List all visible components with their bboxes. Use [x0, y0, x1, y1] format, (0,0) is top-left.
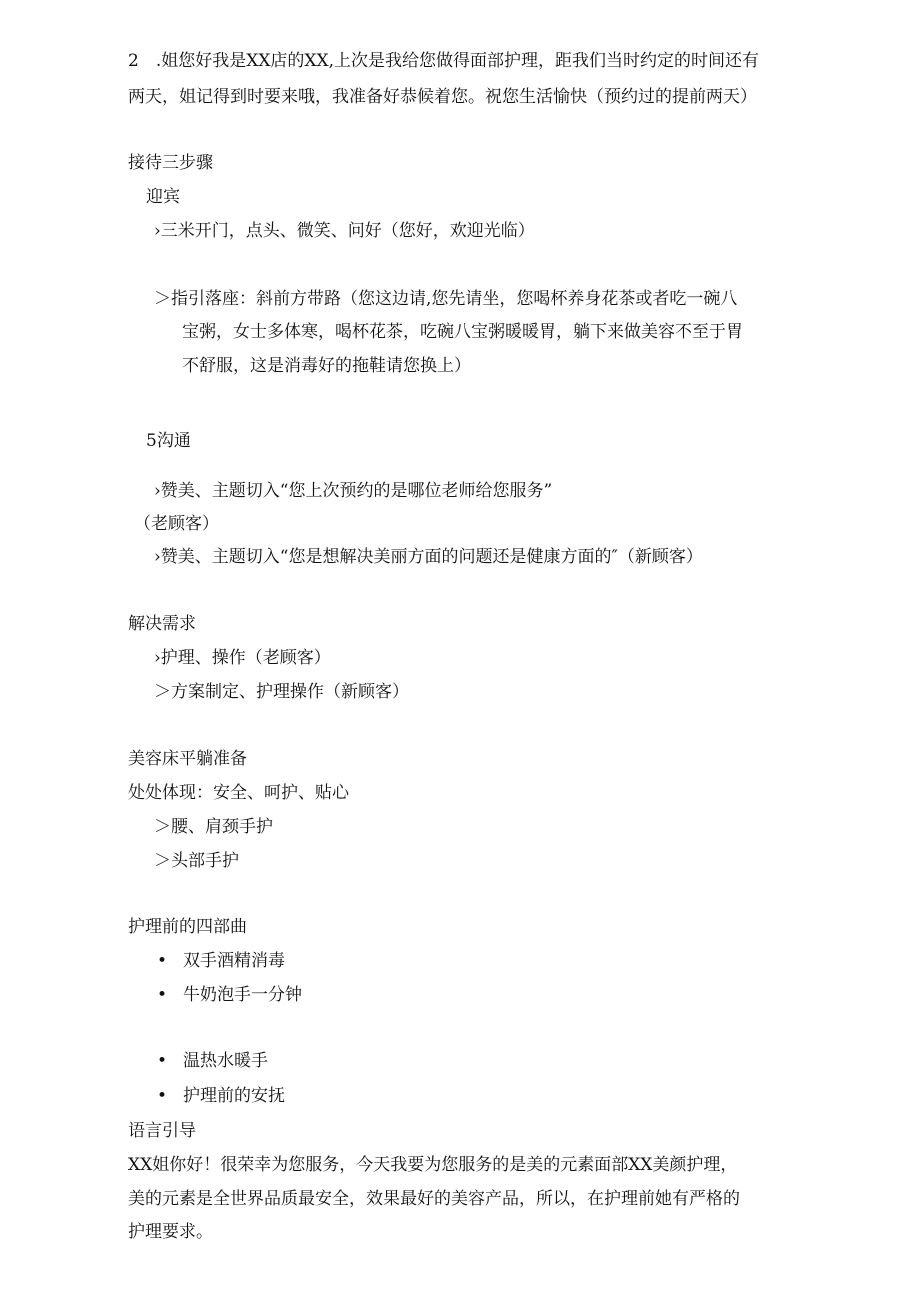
pre-care-bullet-1: • [157, 951, 168, 971]
pre-care-item-1: 双手酒精消毒 [183, 951, 285, 971]
language-line-1: XX姐你好！很荣幸为您服务，今天我要为您服务的是美的元素面部XX美颜护理， [128, 1155, 738, 1175]
language-heading: 语言引导 [128, 1121, 196, 1141]
intro-line-1: 2 .姐您好我是XX店的XX,上次是我给您做得面部护理，距我们当时约定的时间还有 [128, 51, 760, 71]
bed-item-1: ＞腰、肩颈手护 [154, 817, 273, 837]
language-line-3: 护理要求。 [128, 1222, 213, 1242]
language-line-2: 美的元素是全世界品质最安全，效果最好的美容产品，所以，在护理前她有严格的 [128, 1189, 740, 1209]
pre-care-bullet-4: • [157, 1086, 168, 1106]
pre-care-item-4: 护理前的安抚 [183, 1086, 285, 1106]
communication-item-2: ›赞美、主题切入“您是想解决美丽方面的问题还是健康方面的″（新顾客） [154, 547, 703, 567]
communication-item-1: ›赞美、主题切入“您上次预约的是哪位老师给您服务” [154, 481, 553, 501]
pre-care-item-3: 温热水暖手 [183, 1051, 268, 1071]
pre-care-bullet-2: • [157, 985, 168, 1005]
needs-item-1: ›护理、操作（老顾客） [154, 648, 331, 668]
pre-care-heading: 护理前的四部曲 [128, 917, 247, 937]
bed-item-2: ＞头部手护 [154, 851, 239, 871]
needs-heading: 解决需求 [128, 614, 196, 634]
pre-care-item-2: 牛奶泡手一分钟 [183, 985, 302, 1005]
reception-heading: 接待三步骤 [128, 153, 213, 173]
communication-title: 5沟通 [146, 431, 191, 451]
pre-care-bullet-3: • [157, 1051, 168, 1071]
welcome-title: 迎宾 [146, 187, 180, 207]
bed-heading: 美容床平躺准备 [128, 749, 247, 769]
bed-principle: 处处体现：安全、呵护、贴心 [128, 783, 349, 803]
welcome-item-2-line-1: ＞指引落座：斜前方带路（您这边请,您先请坐，您喝杯养身花茶或者吃一碗八 [154, 289, 738, 309]
needs-item-2: ＞方案制定、护理操作（新顾客） [154, 682, 409, 702]
intro-line-2: 两天，姐记得到时要来哦，我准备好恭候着您。祝您生活愉快（预约过的提前两天） [128, 87, 757, 107]
welcome-item-1: ›三米开门，点头、微笑、问好（您好，欢迎光临） [154, 221, 535, 241]
welcome-item-2-line-3: 不舒服，这是消毒好的拖鞋请您换上） [182, 356, 471, 376]
welcome-item-2-line-2: 宝粥，女士多体寒，喝杯花茶，吃碗八宝粥暖暖胃，躺下来做美容不至于胃 [182, 322, 743, 342]
communication-item-1-note: （老顾客） [134, 514, 219, 534]
